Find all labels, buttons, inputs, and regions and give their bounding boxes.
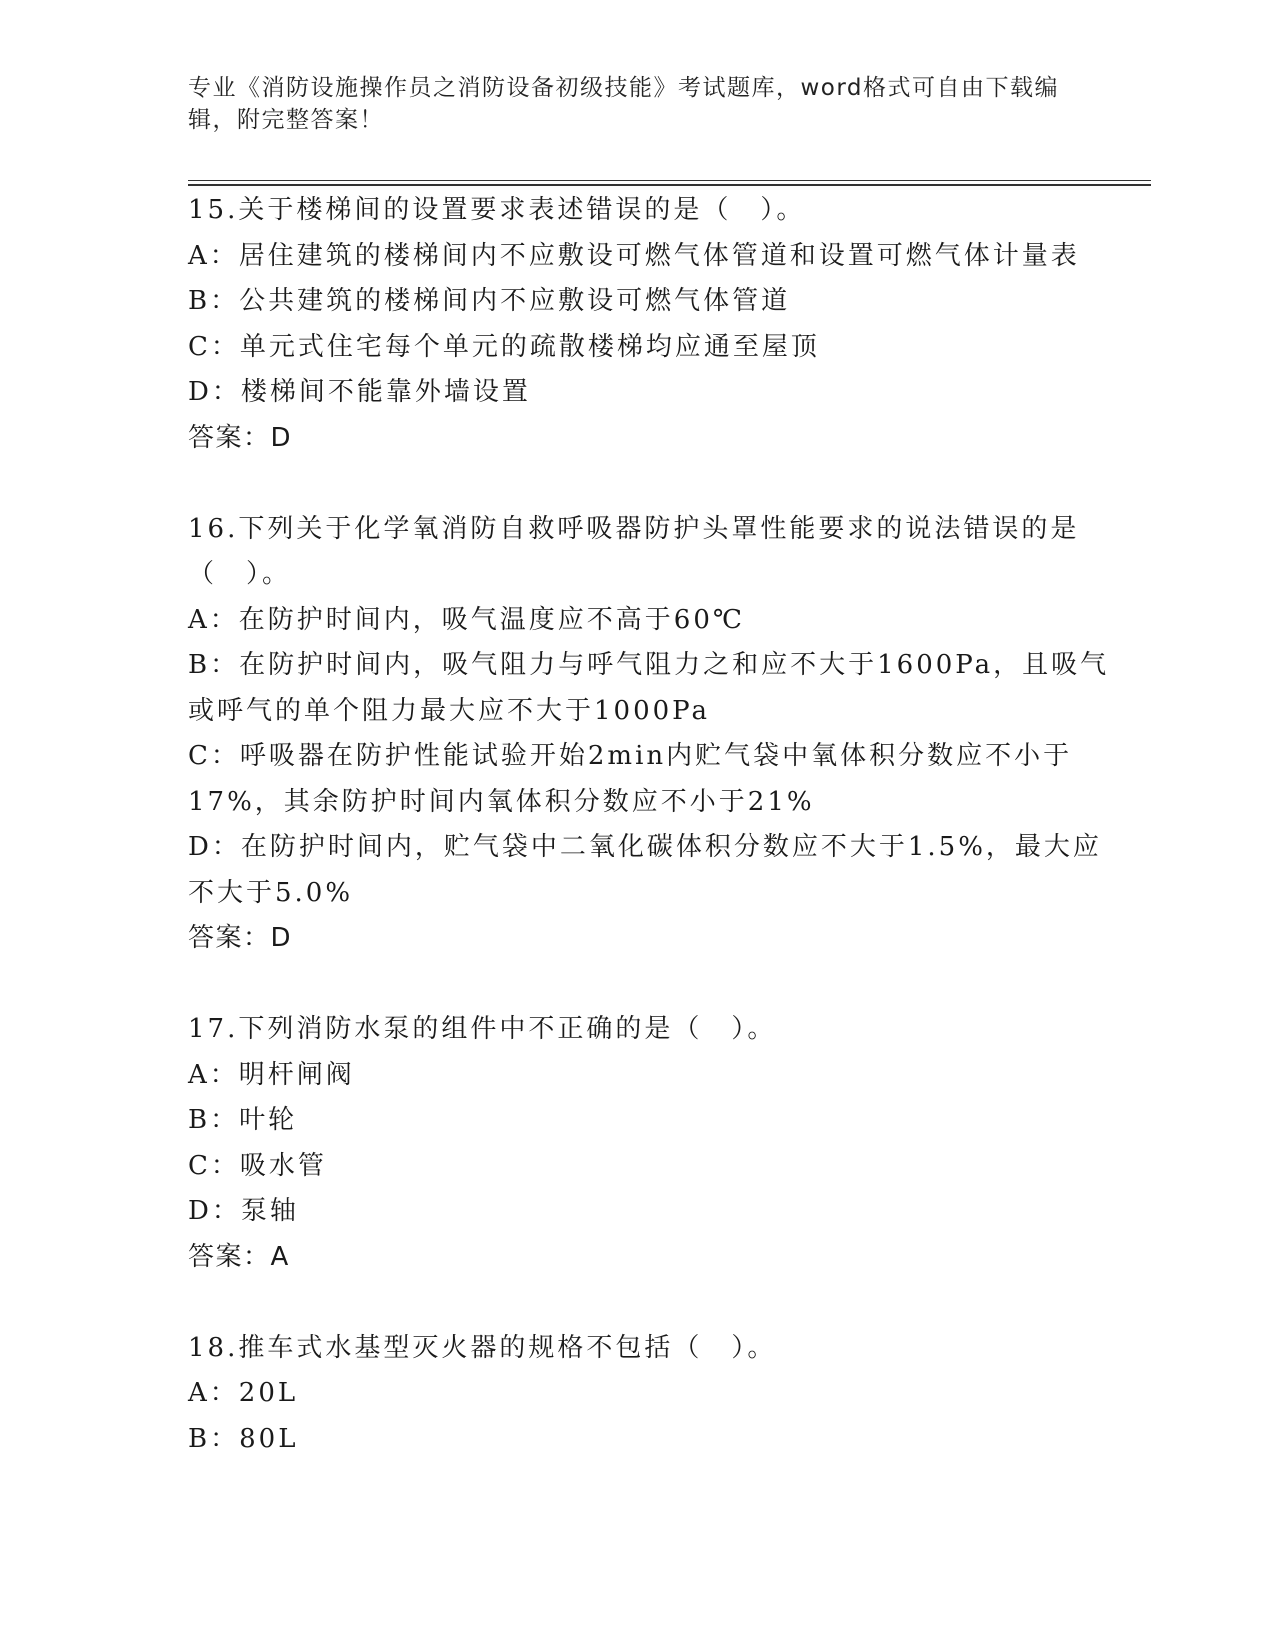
answer-option: A：在防护时间内，吸气温度应不高于60℃ (188, 604, 745, 635)
question-block (188, 188, 1088, 507)
answer-key: 答案：D (188, 422, 293, 453)
question-block (188, 507, 1110, 1008)
question-stem: 17.下列消防水泵的组件中不正确的是（ ）。 (188, 1014, 777, 1044)
document-header (188, 72, 1068, 136)
header-line-1: 专业《消防设施操作员之消防设备初级技能》考试题库，word格式可自由下载编 (188, 75, 1060, 101)
answer-option: B：公共建筑的楼梯间内不应敷设可燃气体管道 (188, 286, 791, 316)
answer-option: 不大于5.0% (188, 877, 354, 908)
answer-key: 答案：D (188, 923, 293, 953)
header-line-2: 辑，附完整答案！ (188, 107, 384, 133)
answer-option: C：吸水管 (188, 1150, 327, 1181)
answer-option: B：在防护时间内，吸气阻力与呼气阻力之和应不大于1600Pa，且吸气 (188, 650, 1110, 680)
question-block (188, 1007, 1088, 1326)
header-divider-bottom (188, 184, 1151, 186)
header-divider-top (188, 180, 1151, 181)
question-list (188, 188, 1110, 1462)
question-spacer (188, 962, 1088, 1008)
answer-option: D：泵轴 (188, 1196, 299, 1226)
question-spacer (188, 461, 1088, 507)
question-spacer (188, 1280, 1088, 1326)
answer-option: C：呼吸器在防护性能试验开始2min内贮气袋中氧体积分数应不小于 (188, 741, 1073, 771)
answer-option: B：叶轮 (188, 1105, 298, 1135)
answer-option: 或呼气的单个阻力最大应不大于1000Pa (188, 695, 710, 726)
answer-option: D：在防护时间内，贮气袋中二氧化碳体积分数应不大于1.5%，最大应 (188, 832, 1102, 862)
answer-option: D：楼梯间不能靠外墙设置 (188, 377, 531, 407)
answer-option: 17%，其余防护时间内氧体积分数应不小于21% (188, 786, 815, 817)
answer-option: A：20L (188, 1378, 299, 1408)
answer-key: 答案：A (188, 1241, 290, 1272)
answer-option: A：居住建筑的楼梯间内不应敷设可燃气体管道和设置可燃气体计量表 (188, 240, 1080, 271)
question-stem: 16.下列关于化学氧消防自救呼吸器防护头罩性能要求的说法错误的是 (188, 513, 1080, 544)
answer-option: C：单元式住宅每个单元的疏散楼梯均应通至屋顶 (188, 331, 820, 362)
answer-option: A：明杆闸阀 (188, 1059, 355, 1090)
question-stem: 18.推车式水基型灭火器的规格不包括（ ）。 (188, 1332, 777, 1363)
question-stem: （ ）。 (188, 559, 292, 589)
question-block (188, 1326, 1088, 1463)
answer-option: B：80L (188, 1423, 299, 1454)
question-stem: 15.关于楼梯间的设置要求表述错误的是（ ）。 (188, 195, 806, 225)
